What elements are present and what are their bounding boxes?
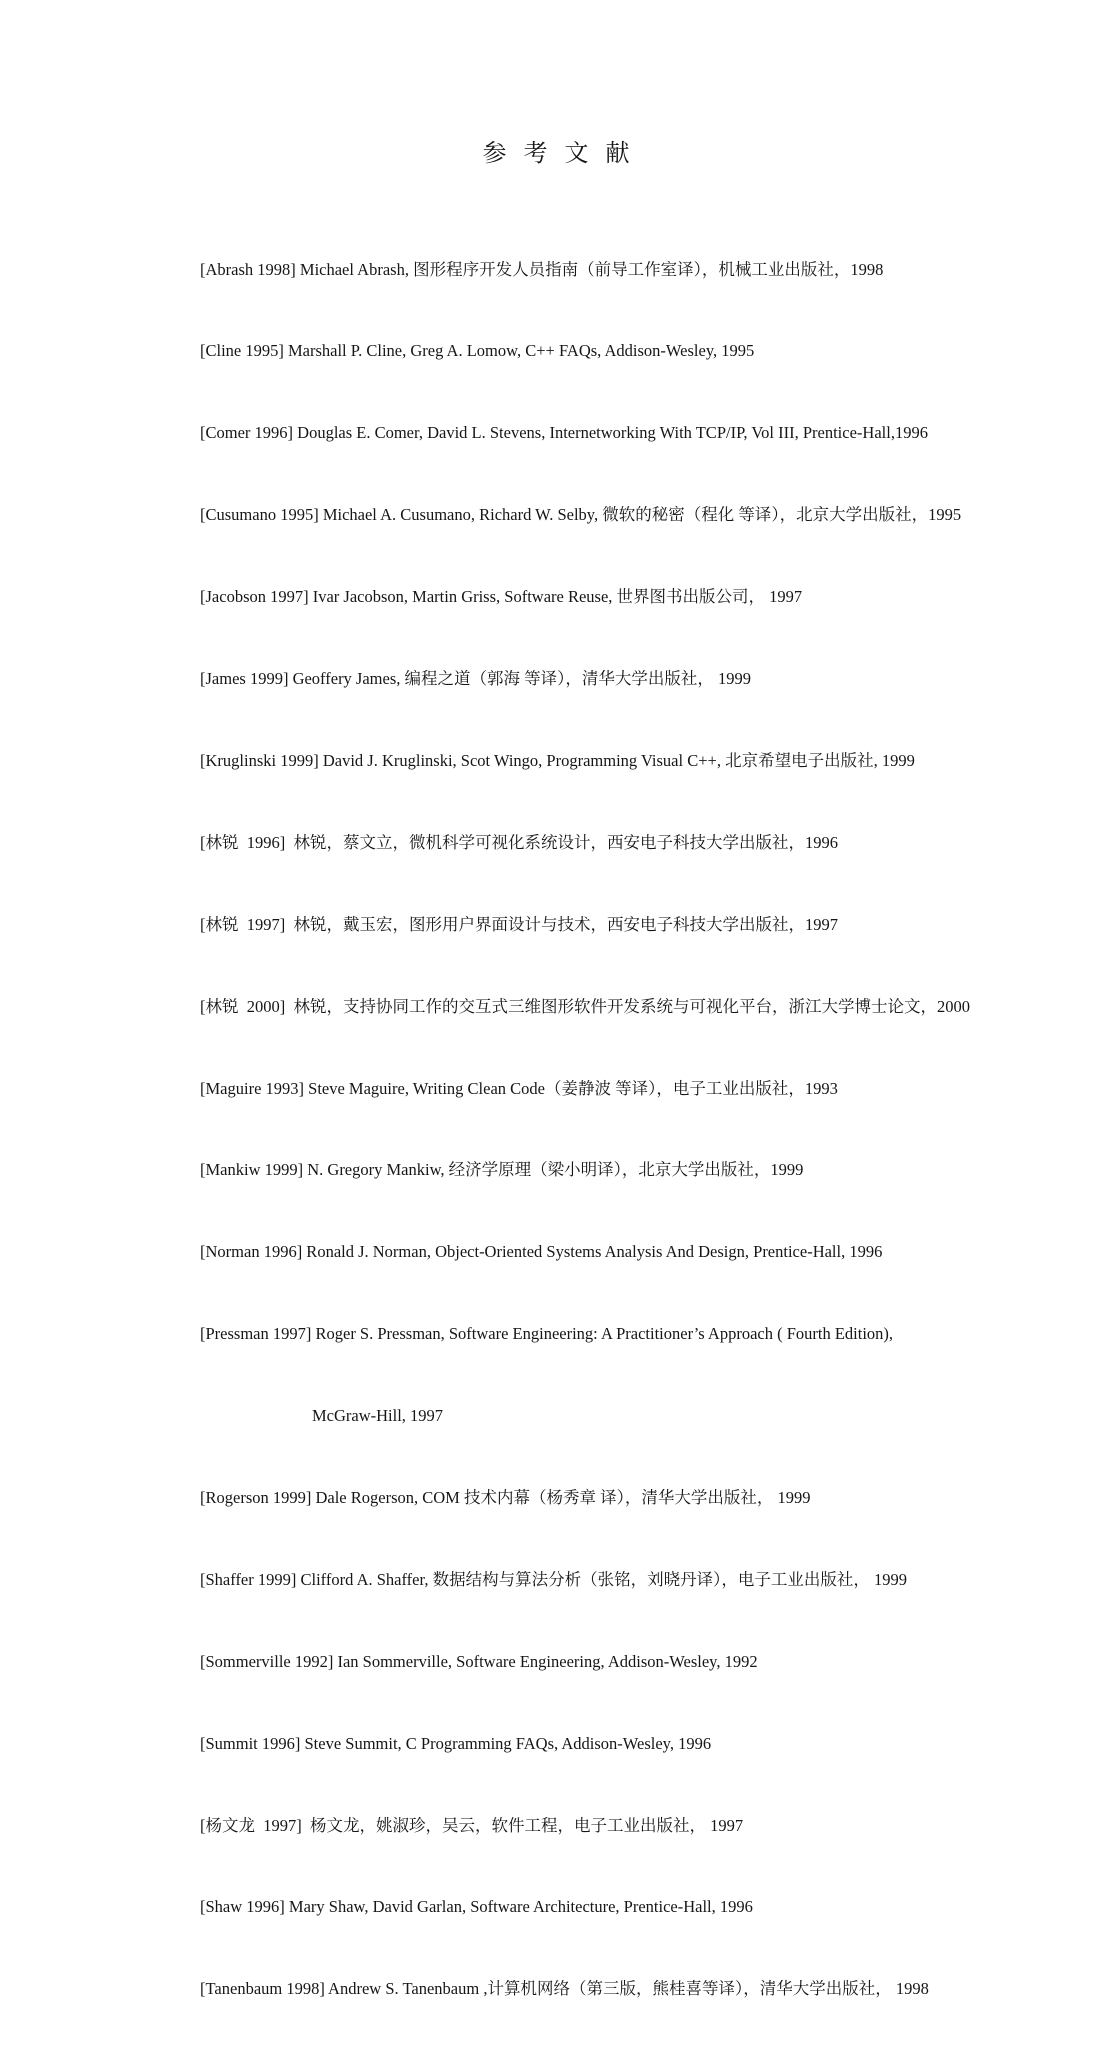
reference-item: [Norman 1996] Ronald J. Norman, Object-Oriented Systems Analysis And Design, Prentice-Hall, 1996 [200, 1242, 883, 1262]
reference-item: [Kruglinski 1999] David J. Kruglinski, Scot Wingo, Programming Visual C++, 北京希望电子出版社, 1999 [200, 750, 915, 770]
reference-continuation: McGraw-Hill, 1997 [312, 1406, 444, 1426]
reference-item: [Jacobson 1997] Ivar Jacobson, Martin Griss, Software Reuse, 世界图书出版公司， 1997 [200, 587, 803, 607]
reference-item: [杨文龙 1997] 杨文龙，姚淑珍，吴云，软件工程，电子工业出版社， 1997 [200, 1815, 744, 1835]
reference-item: [Pressman 1997] Roger S. Pressman, Software Engineering: A Practitioner’s Approach ( Fourth Edition), [200, 1324, 894, 1344]
reference-item: [林锐 1997] 林锐，戴玉宏，图形用户界面设计与技术，西安电子科技大学出版社，1997 [200, 914, 838, 934]
reference-item: [Summit 1996] Steve Summit, C Programming FAQs, Addison-Wesley, 1996 [200, 1733, 712, 1753]
reference-item: [Mankiw 1999] N. Gregory Mankiw, 经济学原理（梁小明译），北京大学出版社，1999 [200, 1160, 804, 1180]
reference-item: [Shaw 1996] Mary Shaw, David Garlan, Software Architecture, Prentice-Hall, 1996 [200, 1897, 753, 1917]
reference-item: [Cline 1995] Marshall P. Cline, Greg A. Lomow, C++ FAQs, Addison-Wesley, 1995 [200, 341, 755, 361]
reference-item: [Maguire 1993] Steve Maguire, Writing Clean Code（姜静波 等译），电子工业出版社，1993 [200, 1078, 838, 1098]
reference-item: [Tanenbaum 1998] Andrew S. Tanenbaum ,计算机网络（第三版，熊桂喜等译），清华大学出版社， 1998 [200, 1979, 929, 1999]
reference-item: [Rogerson 1999] Dale Rogerson, COM 技术内幕（杨秀章 译），清华大学出版社， 1999 [200, 1487, 811, 1507]
reference-list [200, 201, 970, 2057]
reference-item: [林锐 1996] 林锐，蔡文立，微机科学可视化系统设计，西安电子科技大学出版社，1996 [200, 832, 838, 852]
reference-item: [James 1999] Geoffery James, 编程之道（郭海 等译），清华大学出版社， 1999 [200, 669, 752, 689]
reference-item: [Abrash 1998] Michael Abrash, 图形程序开发人员指南（前导工作室译），机械工业出版社，1998 [200, 259, 884, 279]
reference-item: [林锐 2000] 林锐，支持协同工作的交互式三维图形软件开发系统与可视化平台，浙江大学博士论文，2000 [200, 996, 970, 1016]
reference-item: [Sommerville 1992] Ian Sommerville, Software Engineering, Addison-Wesley, 1992 [200, 1651, 758, 1671]
reference-item: [Cusumano 1995] Michael A. Cusumano, Richard W. Selby, 微软的秘密（程化 等译），北京大学出版社，1995 [200, 505, 962, 525]
page-title: 参 考 文 献 [482, 141, 631, 167]
reference-item: [Comer 1996] Douglas E. Comer, David L. Stevens, Internetworking With TCP/IP, Vol III, Prentice-Hall,1996 [200, 423, 928, 443]
reference-item: [Shaffer 1999] Clifford A. Shaffer, 数据结构与算法分析（张铭，刘晓丹译），电子工业出版社， 1999 [200, 1569, 907, 1589]
